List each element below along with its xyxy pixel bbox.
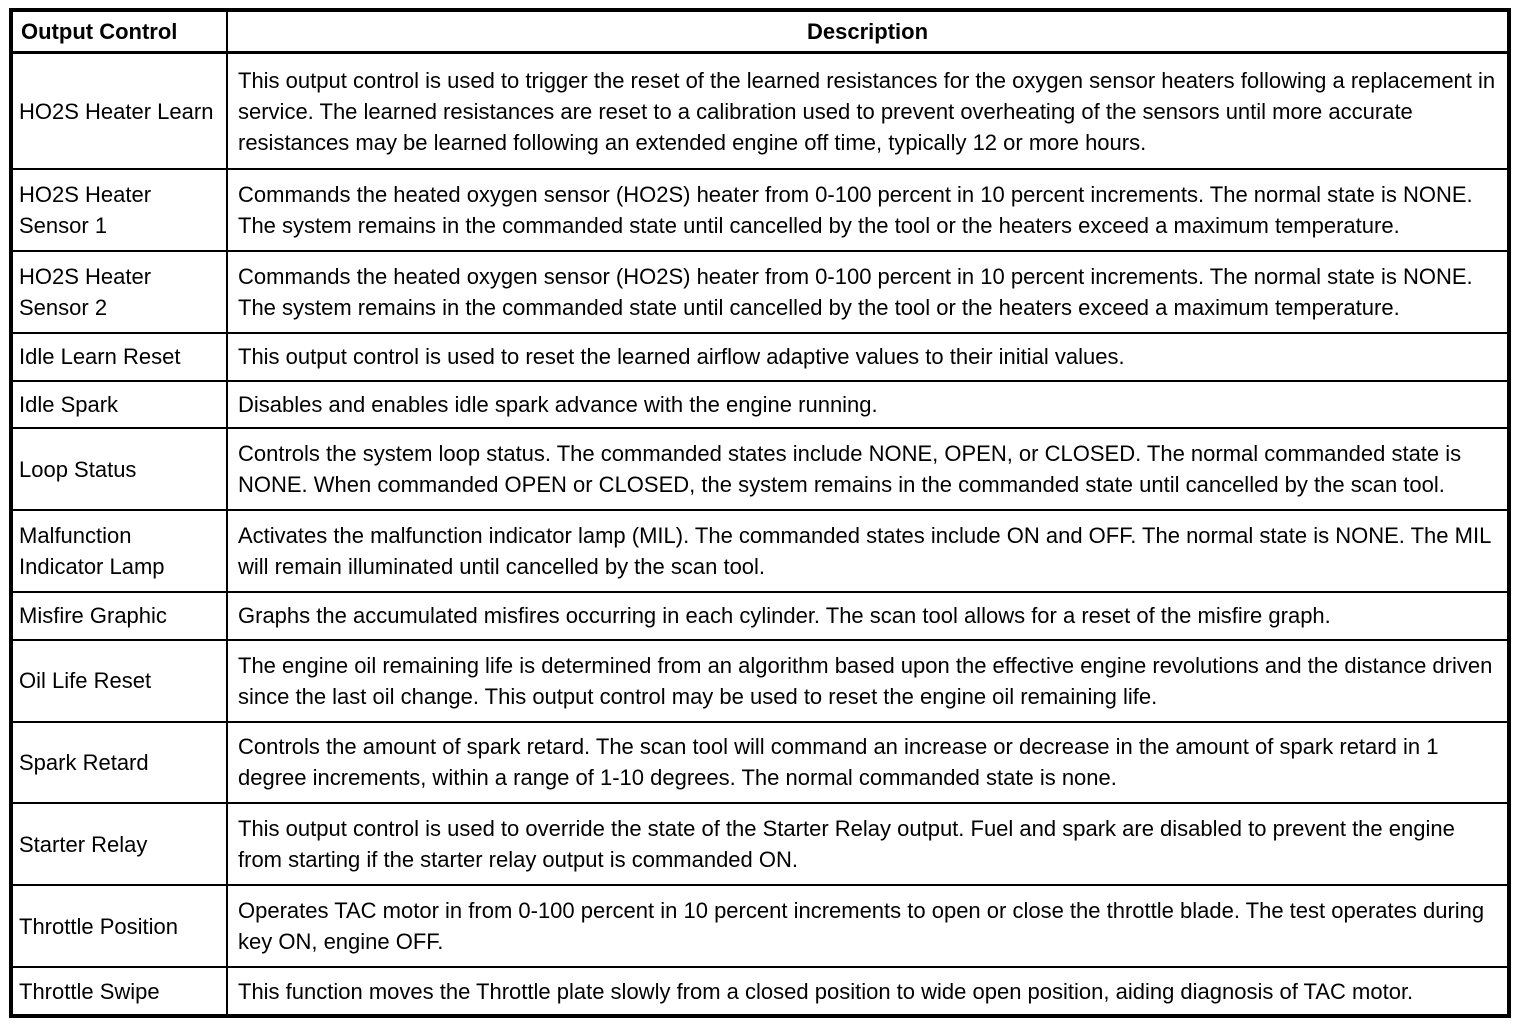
output-control-cell	[11, 803, 227, 885]
output-control-label: HO2S Heater Sensor 1	[19, 182, 152, 239]
description-text: The engine oil remaining life is determined from an algorithm based upon the effective engine revolutions and the distance driven since the last oil change. This output control may be used to reset the engine oil remaining life.	[238, 652, 1493, 709]
output-control-label: Throttle Position	[19, 913, 178, 939]
output-control-label: Idle Spark	[19, 391, 119, 417]
output-control-label: Oil Life Reset	[19, 668, 152, 694]
table-row	[11, 510, 1509, 592]
table-row	[11, 885, 1509, 967]
output-control-cell	[11, 640, 227, 722]
output-control-label: Throttle Swipe	[19, 978, 160, 1004]
output-control-label: Loop Status	[19, 456, 137, 482]
description-cell	[227, 251, 1509, 333]
table-row	[11, 169, 1509, 251]
output-control-label: Spark Retard	[19, 749, 149, 775]
description-text: This output control is used to reset the learned airflow adaptive values to their initial values.	[238, 344, 1125, 370]
table-row	[11, 251, 1509, 333]
header-row	[11, 10, 1509, 53]
output-control-table	[9, 8, 1511, 1018]
output-control-label: Misfire Graphic	[19, 603, 167, 629]
output-control-cell	[11, 53, 227, 170]
output-control-cell	[11, 333, 227, 381]
description-text: Operates TAC motor in from 0-100 percent in 10 percent increments to open or close the throttle blade. The test operates during key ON, engine OFF.	[238, 898, 1485, 955]
output-control-label: Malfunction Indicator Lamp	[19, 523, 165, 580]
table-row	[11, 967, 1509, 1016]
header-output-control: Output Control	[11, 10, 227, 53]
output-control-label: HO2S Heater Learn	[19, 98, 214, 124]
description-cell	[227, 885, 1509, 967]
header-description: Description	[227, 10, 1509, 53]
description-cell	[227, 510, 1509, 592]
table-row	[11, 803, 1509, 885]
output-control-cell	[11, 381, 227, 429]
output-control-label: Starter Relay	[19, 831, 148, 857]
description-cell	[227, 803, 1509, 885]
output-control-cell	[11, 592, 227, 640]
table-row	[11, 640, 1509, 722]
table-body	[11, 53, 1509, 1017]
output-control-cell	[11, 428, 227, 510]
output-control-label: HO2S Heater Sensor 2	[19, 264, 152, 321]
table-row	[11, 592, 1509, 640]
description-text: Commands the heated oxygen sensor (HO2S) heater from 0-100 percent in 10 percent increments. The normal state is NONE. The system remains in the commanded state until cancelled by the tool or the heaters exceed a maximum temperature.	[238, 182, 1473, 239]
description-text: This output control is used to trigger the reset of the learned resistances for the oxygen sensor heaters following a replacement in service. The learned resistances are reset to a calibration used to prevent overheating of the sensors until more accurate resistances may be learned following an extended engine off time, typically 12 or more hours.	[238, 67, 1496, 155]
output-control-cell	[11, 722, 227, 804]
table-row	[11, 333, 1509, 381]
output-control-cell	[11, 169, 227, 251]
description-cell	[227, 381, 1509, 429]
description-text: Controls the system loop status. The commanded states include NONE, OPEN, or CLOSED. The normal commanded state is NONE. When commanded OPEN or CLOSED, the system remains in the commanded state until cancelled by the scan tool.	[238, 441, 1462, 498]
description-text: Graphs the accumulated misfires occurring in each cylinder. The scan tool allows for a reset of the misfire graph.	[238, 603, 1331, 629]
description-text: This output control is used to override the state of the Starter Relay output. Fuel and spark are disabled to prevent the engine from starting if the starter relay output is commanded ON.	[238, 816, 1455, 873]
description-cell	[227, 592, 1509, 640]
description-text: Activates the malfunction indicator lamp (MIL). The commanded states include ON and OFF. The normal state is NONE. The MIL will remain illuminated until cancelled by the scan tool.	[238, 523, 1491, 580]
description-cell	[227, 967, 1509, 1016]
output-control-cell	[11, 251, 227, 333]
description-text: Controls the amount of spark retard. The scan tool will command an increase or decrease in the amount of spark retard in 1 degree increments, within a range of 1-10 degrees. The normal commanded state is none.	[238, 734, 1439, 791]
description-text: Disables and enables idle spark advance with the engine running.	[238, 391, 878, 417]
description-cell	[227, 169, 1509, 251]
description-cell	[227, 53, 1509, 170]
output-control-label: Idle Learn Reset	[19, 344, 181, 370]
table-row	[11, 381, 1509, 429]
description-text: Commands the heated oxygen sensor (HO2S) heater from 0-100 percent in 10 percent increments. The normal state is NONE. The system remains in the commanded state until cancelled by the tool or the heaters exceed a maximum temperature.	[238, 264, 1473, 321]
description-cell	[227, 640, 1509, 722]
table-row	[11, 722, 1509, 804]
output-control-cell	[11, 510, 227, 592]
table-row	[11, 53, 1509, 170]
output-control-cell	[11, 885, 227, 967]
description-cell	[227, 428, 1509, 510]
description-cell	[227, 333, 1509, 381]
output-control-cell	[11, 967, 227, 1016]
table-row	[11, 428, 1509, 510]
description-cell	[227, 722, 1509, 804]
description-text: This function moves the Throttle plate slowly from a closed position to wide open position, aiding diagnosis of TAC motor.	[238, 978, 1414, 1004]
table-header	[11, 10, 1509, 53]
